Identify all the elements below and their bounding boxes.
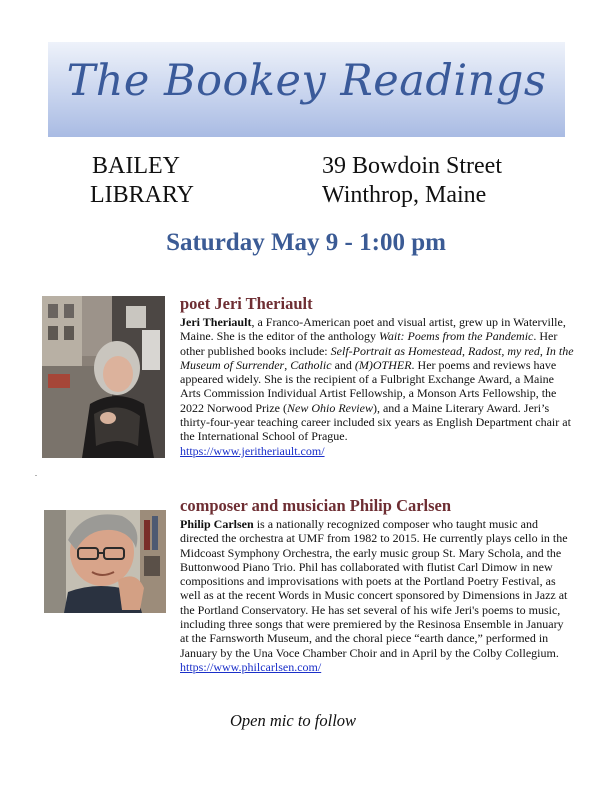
portrait-image-jeri xyxy=(42,296,165,458)
jeri-theriault-photo xyxy=(42,296,165,458)
bio-text: , a Franco-American poet and visual artist, grew up in Waterville, Maine. She is the editor of the anthology xyxy=(180,315,566,344)
jeri-website-link[interactable]: https://www.jeritheriault.com/ xyxy=(180,443,325,458)
bio-book-title: Radost, my red xyxy=(467,343,540,358)
venue-name-line2: LIBRARY xyxy=(90,182,195,208)
reader-bio-philip xyxy=(180,517,575,660)
bio-text: , xyxy=(539,343,546,358)
header-banner xyxy=(48,42,565,137)
bio-text: , xyxy=(284,357,291,372)
bio-name: Jeri Theriault xyxy=(180,315,252,329)
bio-text: ), and a Maine Literary Award. Jeri’s thirty-four-year teaching career included six years as English Department chair at the International School of Prague. xyxy=(180,400,571,444)
event-datetime: Saturday May 9 - 1:00 pm xyxy=(166,229,446,256)
venue-address xyxy=(322,152,502,210)
bio-book-title: Self-Portrait as Homestead xyxy=(330,343,462,358)
bio-name: Philip Carlsen xyxy=(180,517,254,531)
venue-name-line1: BAILEY xyxy=(92,153,180,179)
reader-bio-jeri xyxy=(180,315,575,444)
bio-book-title: Catholic xyxy=(290,357,332,372)
bio-text: , xyxy=(461,343,468,358)
bio-book-title: (M)OTHER xyxy=(354,357,412,372)
bio-text: is a nationally recognized composer who taught music and directed the orchestra at UMF from 1982 to 2015. He currently plays cello in the Midcoast Symphony Orchestra, the early music group St. Mary Schola, and the Buttonwood Piano Trio. Phil has collaborated with flutist Carl Dimow in new compositions and improvisations with poets at the Portland Poetry Festival, as well as at the recent Words in Music concert sponsored by Dimensions in Jazz at the Portland Conservatory. He has set several of his wife Jeri's poems to music, including three songs that were premiered by the Resinosa Ensemble in January at the Farnsworth Museum, and the choral piece “earth dance,” performed in January by the Una Voce Chamber Choir and in April by the Colby Collegium. xyxy=(180,517,568,660)
separator-dot: . xyxy=(35,469,37,478)
bio-text: and xyxy=(331,357,355,372)
address-city: Winthrop, Maine xyxy=(322,182,487,208)
bio-text: . Her other published books include: xyxy=(180,329,558,358)
bio-text: . Her poems and reviews have appeared widely. She is the recipient of a Fulbright Exchange Award, a Maine Arts Commission Individual Artist Fellowship, a Monson Arts Fellowship, the 2022 Norwood Prize ( xyxy=(180,357,557,415)
open-mic-note: Open mic to follow xyxy=(230,711,357,730)
event-series-title: The Bookey Readings xyxy=(66,56,547,106)
bio-journal-title: New Ohio Review xyxy=(286,400,373,415)
address-street: 39 Bowdoin Street xyxy=(322,153,502,179)
reader-heading-philip: composer and musician Philip Carlsen xyxy=(180,496,452,515)
bio-book-title: In the Museum of Surrender xyxy=(180,343,574,372)
reader-jeri-section xyxy=(180,294,575,458)
venue-name xyxy=(92,152,194,210)
philip-carlsen-photo xyxy=(44,510,166,613)
bio-book-title: Wait: Poems from the Pandemic xyxy=(378,329,534,344)
reader-heading-jeri: poet Jeri Theriault xyxy=(180,294,313,313)
reader-philip-section xyxy=(180,496,575,674)
philip-website-link[interactable]: https://www.philcarlsen.com/ xyxy=(180,659,322,674)
portrait-image-philip xyxy=(44,510,166,613)
